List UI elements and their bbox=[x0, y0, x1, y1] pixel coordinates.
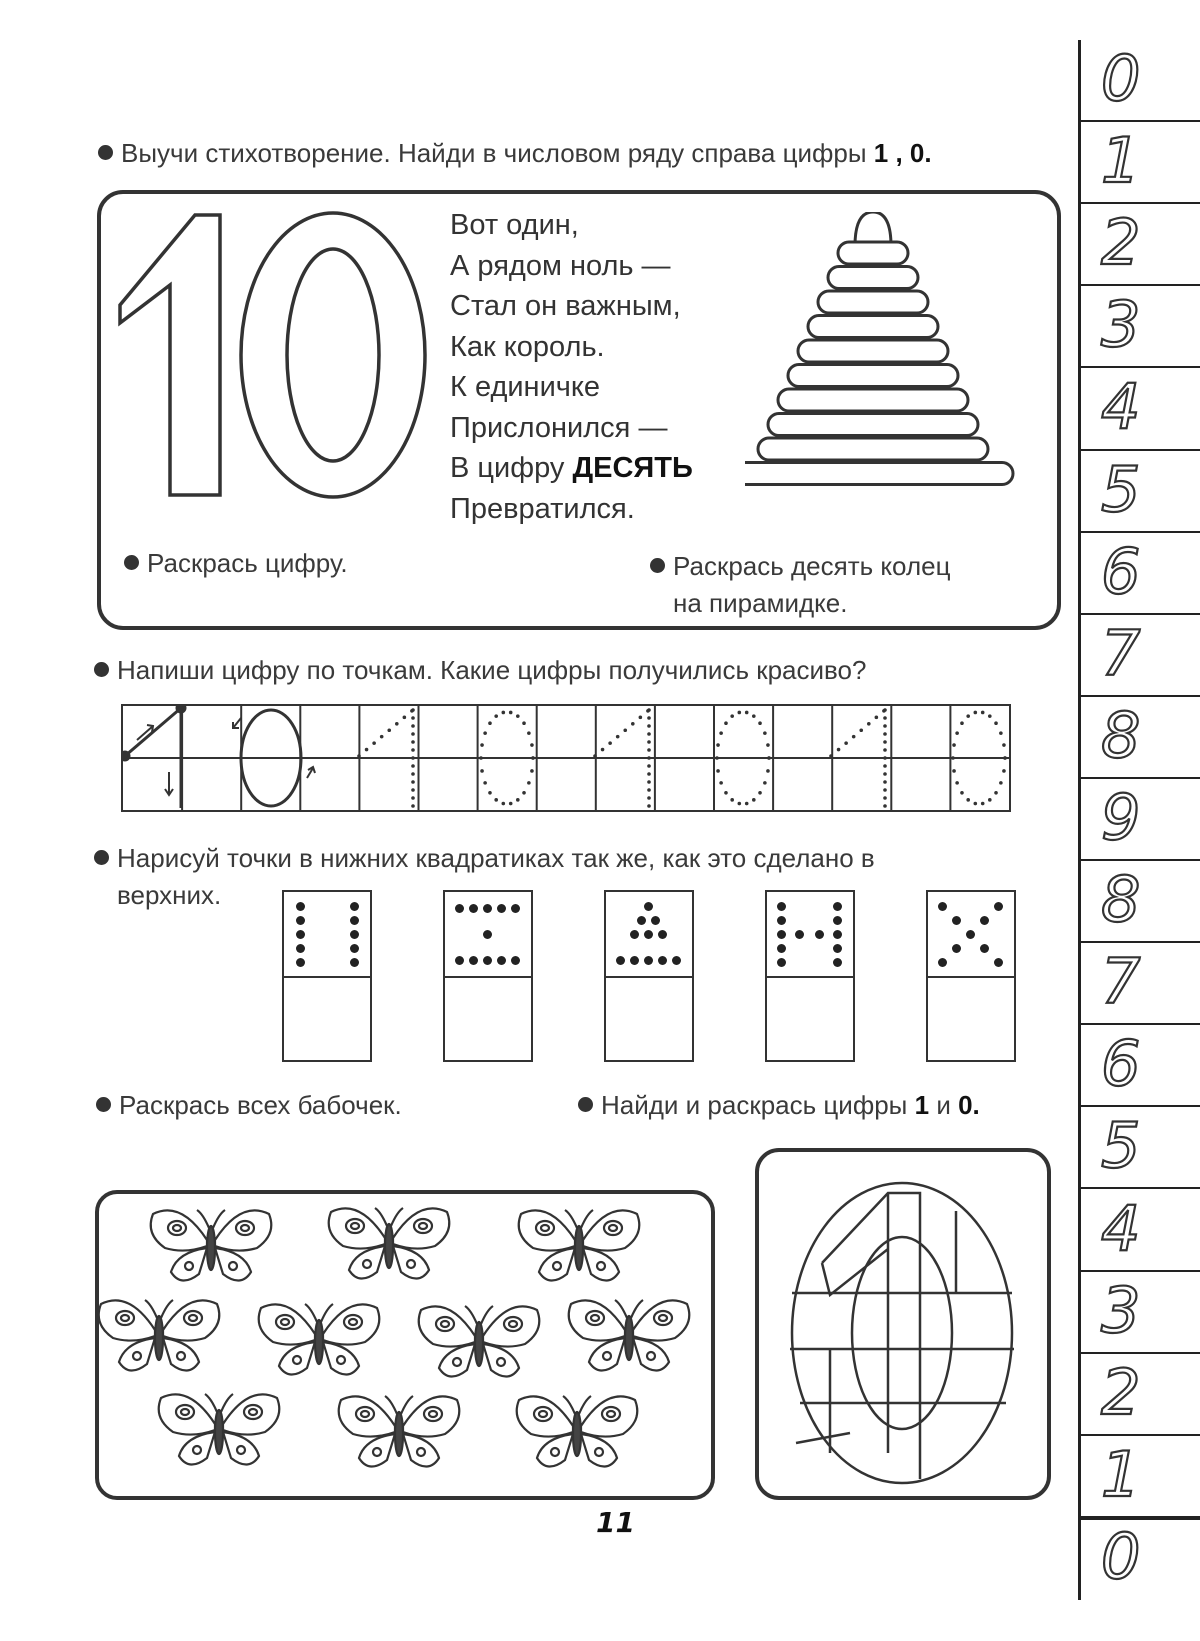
task-color-butterflies: Раскрась всех бабочек. bbox=[96, 1090, 402, 1121]
butterfly bbox=[517, 1396, 638, 1467]
rail-digit: 3 bbox=[1101, 1273, 1141, 1347]
big-digit-zero-inner bbox=[287, 249, 379, 461]
rail-digit: 5 bbox=[1101, 1109, 1141, 1183]
pyramid-rings bbox=[745, 242, 1013, 485]
big-digit-one bbox=[120, 215, 220, 495]
pyramid-ring bbox=[838, 242, 908, 264]
rail-digit: 1 bbox=[1101, 124, 1141, 198]
bullet-icon bbox=[96, 1097, 111, 1112]
poem-line: Как король. bbox=[450, 330, 605, 363]
hidden-digits-puzzle[interactable] bbox=[760, 1153, 1040, 1489]
pyramid-ring bbox=[768, 414, 978, 436]
butterfly bbox=[419, 1306, 540, 1377]
rail-cell[interactable] bbox=[1081, 286, 1200, 368]
poem-line: Превратился. bbox=[450, 492, 635, 525]
rail-digit: 2 bbox=[1101, 1355, 1141, 1429]
pyramid-ring bbox=[818, 291, 928, 313]
task-color-digit: Раскрась цифру. bbox=[124, 548, 348, 579]
grid-lines bbox=[123, 706, 1009, 810]
rail-digit: 8 bbox=[1101, 698, 1141, 772]
pyramid-ring bbox=[778, 389, 968, 411]
task-learn-poem: Выучи стихотворение. Найди в числовом ряду справа цифры 1 , 0. bbox=[98, 138, 932, 169]
butterfly bbox=[569, 1300, 690, 1371]
butterfly bbox=[519, 1210, 640, 1281]
task-color-rings: Раскрась десять колец на пирамидке. bbox=[650, 548, 950, 622]
rail-digit: 5 bbox=[1101, 452, 1141, 526]
number-rail bbox=[1078, 40, 1200, 1600]
domino-top-pattern bbox=[928, 892, 1014, 978]
pyramid-ring bbox=[745, 463, 1013, 485]
domino-card bbox=[282, 890, 372, 1062]
rail-cell[interactable] bbox=[1081, 451, 1200, 533]
domino-top-pattern bbox=[767, 892, 853, 978]
pyramid-ring bbox=[808, 316, 938, 338]
butterfly bbox=[339, 1396, 460, 1467]
domino-card bbox=[926, 890, 1016, 1062]
domino-bottom-empty[interactable] bbox=[284, 976, 370, 1060]
task-find-digits: Найди и раскрась цифры 1 и 0. bbox=[578, 1090, 980, 1121]
rail-digit: 4 bbox=[1101, 370, 1141, 444]
rail-digit: 8 bbox=[1101, 863, 1141, 937]
poem-line: В цифру ДЕСЯТЬ bbox=[450, 452, 693, 484]
rail-digit: 3 bbox=[1101, 288, 1141, 362]
rail-cell[interactable] bbox=[1081, 1272, 1200, 1354]
tracing-grid[interactable] bbox=[121, 704, 1011, 812]
rail-cell[interactable] bbox=[1081, 533, 1200, 615]
rail-cell[interactable] bbox=[1081, 697, 1200, 779]
poem-line: Вот один, bbox=[450, 209, 579, 241]
rail-digit: 0 bbox=[1101, 1519, 1141, 1593]
butterfly bbox=[329, 1208, 450, 1279]
rail-cell[interactable] bbox=[1081, 779, 1200, 861]
rail-digit: 0 bbox=[1101, 42, 1141, 116]
stroke-arrows bbox=[137, 718, 315, 795]
poem-bold-word: ДЕСЯТЬ bbox=[572, 452, 693, 484]
bullet-icon bbox=[98, 145, 113, 160]
poem-line: А рядом ноль — bbox=[450, 249, 671, 282]
rail-cell[interactable] bbox=[1081, 943, 1200, 1025]
rail-digit: 7 bbox=[1101, 616, 1141, 690]
rail-digit: 9 bbox=[1101, 780, 1141, 854]
bullet-icon bbox=[94, 850, 109, 865]
rail-cell[interactable] bbox=[1081, 1436, 1200, 1520]
domino-top-pattern bbox=[445, 892, 531, 978]
rail-cell[interactable] bbox=[1081, 122, 1200, 204]
domino-top-pattern bbox=[606, 892, 692, 978]
big-number-ten[interactable] bbox=[115, 205, 435, 505]
poem-line: Стал он важным, bbox=[450, 290, 681, 322]
task-draw-dots: Нарисуй точки в нижних квадратиках так же, как это сделано в верхних. bbox=[94, 840, 875, 914]
rail-cell[interactable] bbox=[1081, 40, 1200, 122]
domino-bottom-empty[interactable] bbox=[606, 976, 692, 1060]
domino-card bbox=[604, 890, 694, 1062]
butterfly bbox=[151, 1210, 272, 1281]
pyramid-ring bbox=[788, 365, 958, 387]
poem-line: К единичке bbox=[450, 371, 601, 403]
domino-bottom-empty[interactable] bbox=[767, 976, 853, 1060]
poem bbox=[450, 205, 693, 529]
bullet-icon bbox=[124, 555, 139, 570]
domino-bottom-empty[interactable] bbox=[928, 976, 1014, 1060]
butterfly bbox=[259, 1304, 380, 1375]
page-number: 11 bbox=[596, 1506, 635, 1539]
rail-digit: 1 bbox=[1101, 1437, 1141, 1511]
pyramid-toy[interactable] bbox=[745, 212, 1025, 502]
rail-cell[interactable] bbox=[1081, 1354, 1200, 1436]
rail-cell[interactable] bbox=[1081, 1518, 1200, 1598]
rail-digit: 6 bbox=[1101, 1027, 1141, 1101]
pyramid-ring bbox=[758, 438, 988, 460]
domino-bottom-empty[interactable] bbox=[445, 976, 531, 1060]
bullet-icon bbox=[650, 558, 665, 573]
rail-cell[interactable] bbox=[1081, 615, 1200, 697]
domino-card bbox=[443, 890, 533, 1062]
task-write-digit: Напиши цифру по точкам. Какие цифры получились красиво? bbox=[94, 655, 866, 686]
rail-cell[interactable] bbox=[1081, 1025, 1200, 1107]
butterfly bbox=[99, 1300, 219, 1371]
bullet-icon bbox=[578, 1097, 593, 1112]
rail-cell[interactable] bbox=[1081, 204, 1200, 286]
rail-digit: 6 bbox=[1101, 534, 1141, 608]
butterfly bbox=[159, 1394, 280, 1465]
domino-card bbox=[765, 890, 855, 1062]
rail-cell[interactable] bbox=[1081, 861, 1200, 943]
rail-digit: 2 bbox=[1101, 206, 1141, 280]
rail-cell[interactable] bbox=[1081, 1189, 1200, 1271]
domino-top-pattern bbox=[284, 892, 370, 978]
pyramid-ring bbox=[798, 340, 948, 362]
task-learn-poem-digits: 1 , 0. bbox=[873, 138, 932, 168]
bullet-icon bbox=[94, 662, 109, 677]
butterfly-field[interactable] bbox=[99, 1194, 711, 1496]
poem-line: Прислонился — bbox=[450, 411, 668, 444]
rail-digit: 4 bbox=[1101, 1191, 1141, 1265]
rail-cell[interactable] bbox=[1081, 1107, 1200, 1189]
pyramid-ring bbox=[828, 267, 918, 289]
rail-digit: 7 bbox=[1101, 945, 1141, 1019]
rail-cell[interactable] bbox=[1081, 368, 1200, 450]
